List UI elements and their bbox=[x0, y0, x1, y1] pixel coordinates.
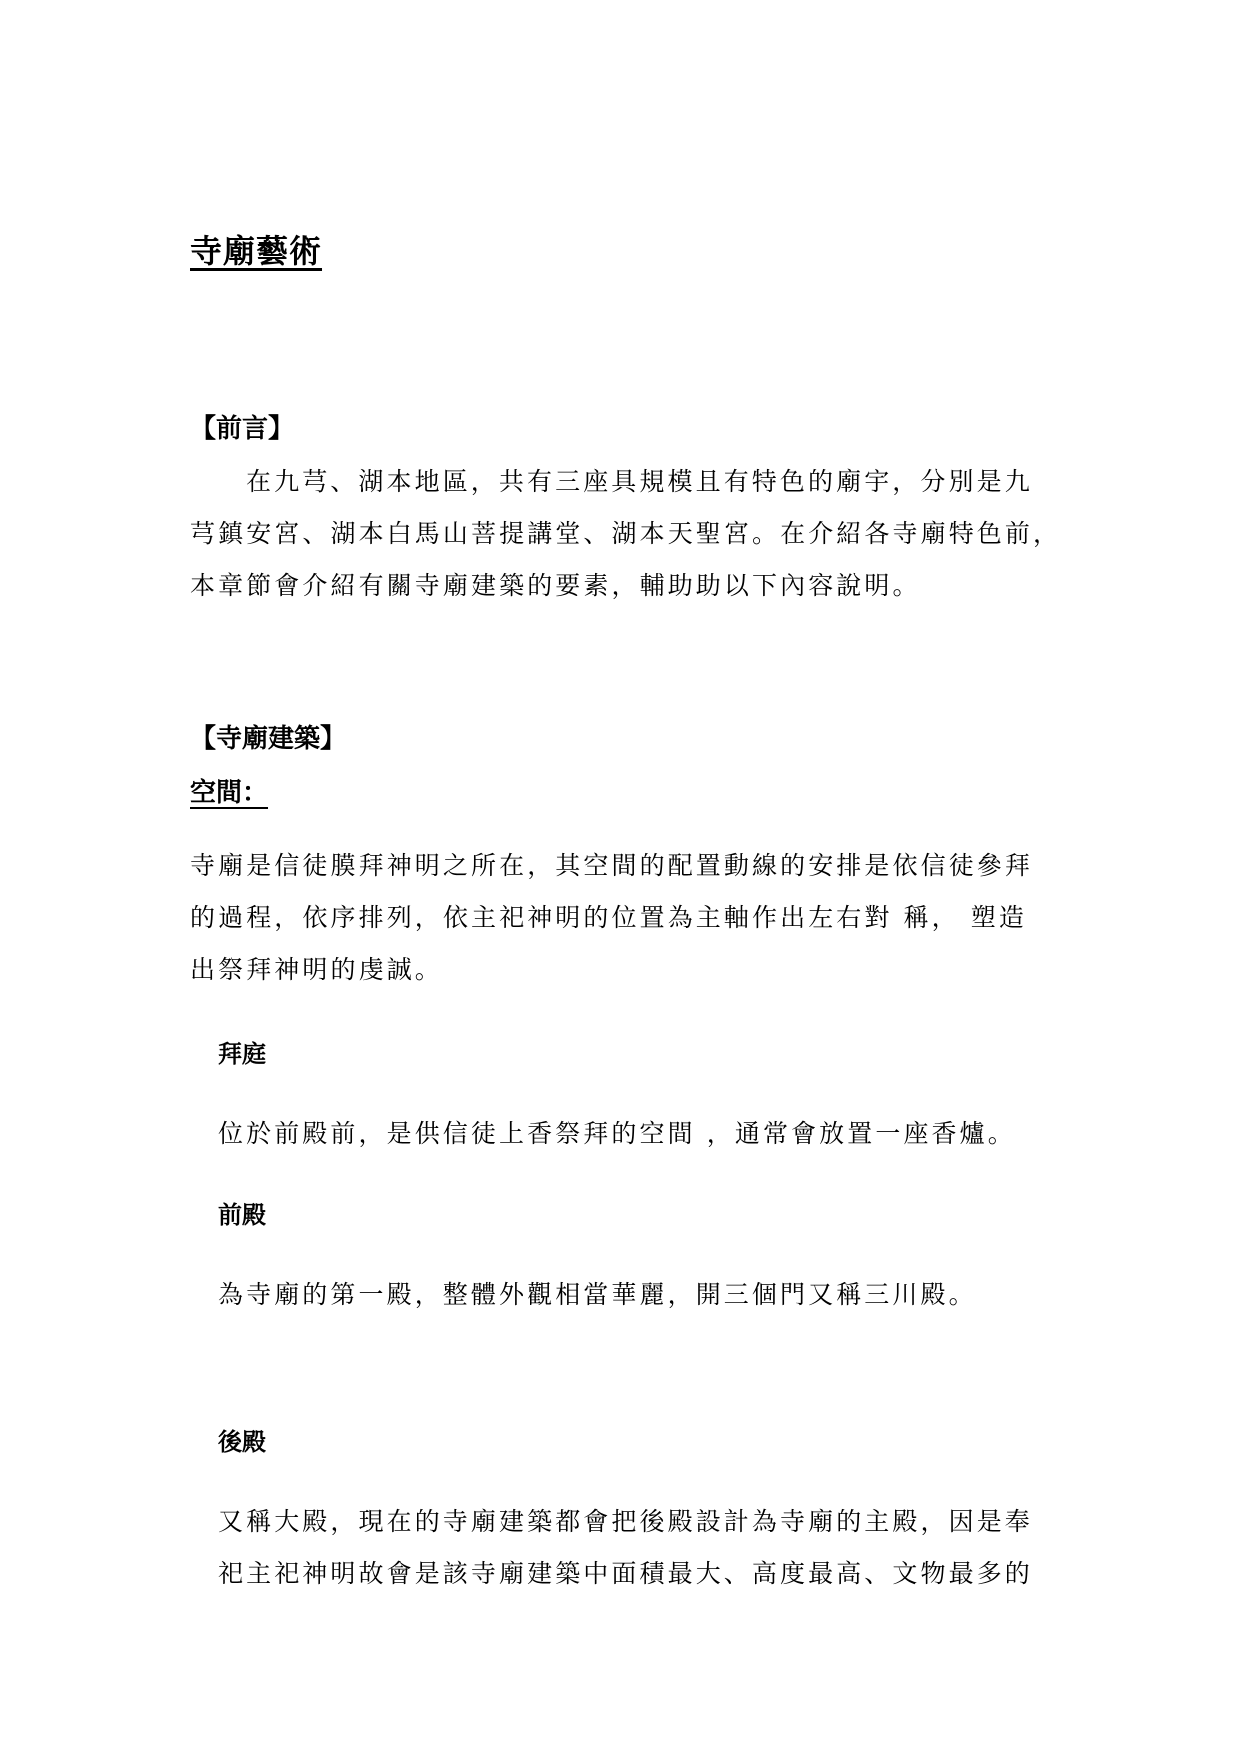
page-title: 寺廟藝術 bbox=[190, 232, 323, 270]
term-baiting: 拜庭 bbox=[218, 1039, 266, 1068]
space-label: 空間： bbox=[190, 778, 269, 808]
term-description-line: 為寺廟的第一殿，整體外觀相當華麗，開三個門又稱三川殿。 bbox=[218, 1280, 977, 1309]
term-rear-hall: 後殿 bbox=[218, 1427, 266, 1456]
preface-line: 在九芎、湖本地區，共有三座具規模且有特色的廟宇，分別是九 bbox=[246, 467, 1033, 496]
space-paragraph-line: 寺廟是信徒膜拜神明之所在，其空間的配置動線的安排是依信徒參拜 bbox=[190, 851, 1034, 880]
space-paragraph-line: 的過程，依序排列，依主祀神明的位置為主軸作出左右對 稱， 塑造 bbox=[190, 903, 1027, 932]
architecture-heading: 【寺廟建築】 bbox=[190, 724, 347, 754]
preface-line: 本章節會介紹有關寺廟建築的要素，輔助助以下內容說明。 bbox=[190, 571, 921, 600]
term-description-line: 又稱大殿，現在的寺廟建築都會把後殿設計為寺廟的主殿，因是奉 bbox=[218, 1507, 1033, 1536]
preface-heading: 【前言】 bbox=[190, 414, 295, 444]
term-front-hall: 前殿 bbox=[218, 1200, 266, 1229]
space-paragraph-line: 出祭拜神明的虔誠。 bbox=[190, 955, 443, 984]
term-description-line: 祀主祀神明故會是該寺廟建築中面積最大、高度最高、文物最多的 bbox=[218, 1559, 1033, 1588]
term-description-line: 位於前殿前，是供信徒上香祭拜的空間 ，通常會放置一座香爐。 bbox=[218, 1119, 1016, 1148]
preface-line: 芎鎮安宮、湖本白馬山菩提講堂、湖本天聖宮。在介紹各寺廟特色前， bbox=[190, 519, 1062, 548]
